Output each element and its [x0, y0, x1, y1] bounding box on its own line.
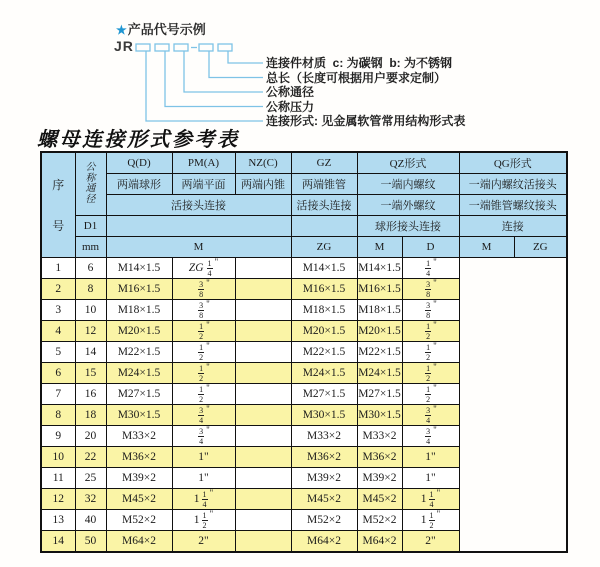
zg-prefix: ZG — [188, 261, 204, 274]
fraction: $\frac{1}{2}$ — [199, 342, 204, 362]
cell-seq: 1 — [41, 258, 75, 279]
inch-mark: " — [206, 299, 210, 309]
cell-seq: 12 — [41, 489, 75, 510]
header-col-qz: QZ形式 — [357, 152, 459, 174]
cell-qg-zg — [402, 321, 459, 342]
cell-qg-zg — [402, 405, 459, 426]
code-box — [199, 44, 213, 51]
cell-mm: 32 — [75, 489, 106, 510]
code-label: 公称通径 — [266, 85, 315, 99]
cell-qz-m — [235, 321, 291, 342]
cell-zg-gz — [172, 279, 235, 300]
cell-mm: 50 — [75, 531, 106, 553]
cell-seq: 7 — [41, 384, 75, 405]
table-row — [41, 447, 567, 468]
cell-qg-m: M30×1.5 — [357, 405, 402, 426]
header-row-5 — [41, 237, 567, 258]
cell-qz-d: M20×1.5 — [291, 321, 357, 342]
fraction: $\frac{3}{8}$ — [199, 279, 204, 299]
inch-mark: " — [436, 509, 441, 519]
inch-mark: " — [206, 425, 210, 435]
header-qz-sub1: 一端内螺纹 — [357, 174, 459, 195]
header-col-gz: GZ — [291, 152, 357, 174]
header-qg-zg: ZG — [514, 237, 567, 258]
cell-qg-zg — [402, 426, 459, 447]
cell-qg-m: M39×2 — [357, 468, 402, 489]
table-row — [41, 300, 567, 321]
whole-number: 1 — [420, 492, 427, 505]
cell-qg-m: M27×1.5 — [357, 384, 402, 405]
inch-mark: " — [209, 509, 214, 519]
inch-mark: " — [436, 488, 441, 498]
inch-mark: " — [433, 320, 437, 330]
cell-zg-gz: 1" — [172, 447, 235, 468]
code-label: 总长（长度可根据用户要求定制） — [266, 70, 447, 85]
reference-table — [40, 151, 568, 553]
header-row-3 — [41, 195, 567, 216]
fraction: $\frac{1}{4}$ — [207, 258, 212, 278]
cell-qz-m — [235, 510, 291, 531]
table-row — [41, 426, 567, 447]
cell-zg-gz — [172, 342, 235, 363]
connector-line — [165, 51, 263, 107]
header-qg-sub1: 一端内螺纹活接头 — [459, 174, 567, 195]
table-row — [41, 510, 567, 531]
fraction: $\frac{1}{2}$ — [199, 384, 204, 404]
cell-qz-d: M18×1.5 — [291, 300, 357, 321]
header-col-qg: QG形式 — [459, 152, 567, 174]
header-m-union: M — [106, 237, 291, 258]
header-zg-gz: ZG — [291, 237, 357, 258]
cell-seq: 8 — [41, 405, 75, 426]
cell-qg-zg — [402, 258, 459, 279]
cell-zg-gz — [172, 300, 235, 321]
cell-qg-zg — [402, 384, 459, 405]
cell-m-union: M18×1.5 — [106, 300, 172, 321]
diameter-char: 径 — [85, 193, 96, 205]
cell-qg-zg — [402, 510, 459, 531]
cell-m-union: M22×1.5 — [106, 342, 172, 363]
cell-m-union: M33×2 — [106, 426, 172, 447]
code-prefix: JR — [114, 38, 134, 54]
header-empty — [291, 216, 357, 237]
cell-seq: 13 — [41, 510, 75, 531]
inch-mark: " — [433, 404, 437, 414]
cell-mm: 18 — [75, 405, 106, 426]
cell-qg-m: M64×2 — [357, 531, 402, 553]
table-row — [41, 363, 567, 384]
code-label: 连接形式: 见金属软管常用结构形式表 — [266, 114, 466, 128]
cell-mm: 20 — [75, 426, 106, 447]
cell-m-union: M24×1.5 — [106, 363, 172, 384]
fraction: $\frac{1}{2}$ — [426, 384, 431, 404]
header-pm-sub: 两端平面 — [172, 174, 235, 195]
cell-zg-gz — [172, 363, 235, 384]
fraction: $\frac{1}{2}$ — [429, 510, 434, 530]
cell-seq: 14 — [41, 531, 75, 553]
cell-qz-d: M24×1.5 — [291, 363, 357, 384]
cell-qz-d: M64×2 — [291, 531, 357, 553]
table-row — [41, 342, 567, 363]
cell-seq: 11 — [41, 468, 75, 489]
table-row — [41, 321, 567, 342]
table-row — [41, 384, 567, 405]
fraction: $\frac{3}{4}$ — [199, 405, 204, 425]
star-icon: ★ — [116, 23, 127, 37]
fraction: $\frac{3}{8}$ — [426, 300, 431, 320]
cell-mm: 25 — [75, 468, 106, 489]
cell-qz-m — [235, 531, 291, 553]
header-diameter — [75, 152, 106, 216]
inch-mark: " — [206, 341, 210, 351]
header-qz-conn: 球形接头连接 — [357, 216, 459, 237]
header-d1: D1 — [75, 216, 106, 237]
fraction: $\frac{3}{4}$ — [426, 426, 431, 446]
diameter-char: 通 — [85, 183, 96, 194]
header-mm: mm — [75, 237, 106, 258]
fraction: $\frac{1}{2}$ — [202, 510, 207, 530]
cell-qz-d: M22×1.5 — [291, 342, 357, 363]
table-row — [41, 279, 567, 300]
header-row-2 — [41, 174, 567, 195]
cell-seq: 10 — [41, 447, 75, 468]
cell-seq: 4 — [41, 321, 75, 342]
cell-mm: 12 — [75, 321, 106, 342]
fraction: $\frac{1}{2}$ — [426, 363, 431, 383]
header-union-conn: 活接头连接 — [106, 195, 291, 216]
inch-mark: " — [433, 278, 437, 288]
diameter-char: 公 — [85, 162, 96, 173]
cell-qg-m: M24×1.5 — [357, 363, 402, 384]
cell-zg-gz — [172, 426, 235, 447]
inch-mark: " — [433, 257, 437, 267]
whole-number: 1 — [193, 492, 200, 505]
fraction: $\frac{3}{4}$ — [199, 426, 204, 446]
cell-qz-d: M16×1.5 — [291, 279, 357, 300]
fraction: $\frac{1}{4}$ — [202, 489, 207, 509]
cell-mm: 22 — [75, 447, 106, 468]
cell-m-union: M52×2 — [106, 510, 172, 531]
header-nz-sub: 两端内锥 — [235, 174, 291, 195]
connector-line — [228, 51, 263, 63]
header-qz-m: M — [357, 237, 402, 258]
code-label: 公称压力 — [266, 99, 315, 114]
cell-qz-m — [235, 384, 291, 405]
cell-mm: 8 — [75, 279, 106, 300]
header-qg-sub2: 一端锥管螺纹接头 — [459, 195, 567, 216]
product-code-heading — [116, 19, 206, 38]
cell-mm: 6 — [75, 258, 106, 279]
whole-number: 1 — [193, 513, 200, 526]
cell-qg-m: M18×1.5 — [357, 300, 402, 321]
inch-mark: " — [206, 383, 210, 393]
cell-qg-zg — [402, 300, 459, 321]
cell-seq: 6 — [41, 363, 75, 384]
header-gz-sub: 两端锥管 — [291, 174, 357, 195]
fraction: $\frac{1}{4}$ — [426, 258, 431, 278]
cell-qg-zg: 1" — [402, 468, 459, 489]
cell-qg-m: M20×1.5 — [357, 321, 402, 342]
cell-mm: 10 — [75, 300, 106, 321]
diameter-char: 称 — [85, 172, 96, 184]
cell-seq: 5 — [41, 342, 75, 363]
cell-qz-m — [235, 468, 291, 489]
header-qg-m: M — [459, 237, 514, 258]
whole-number: 1 — [420, 513, 427, 526]
cell-qg-m: M33×2 — [357, 426, 402, 447]
cell-m-union: M16×1.5 — [106, 279, 172, 300]
code-box — [155, 44, 169, 51]
header-qz-sub2: 一端外螺纹 — [357, 195, 459, 216]
inch-mark: " — [433, 341, 437, 351]
cell-zg-gz — [172, 258, 235, 279]
connector-line — [184, 51, 263, 92]
cell-qz-d: M14×1.5 — [291, 258, 357, 279]
inch-mark: " — [206, 278, 210, 288]
inch-mark: " — [433, 425, 437, 435]
inch-mark: " — [206, 362, 210, 372]
cell-qz-m — [235, 447, 291, 468]
cell-qz-d: M39×2 — [291, 468, 357, 489]
cell-qz-d: M30×1.5 — [291, 405, 357, 426]
cell-qg-m: M36×2 — [357, 447, 402, 468]
cell-qg-m: M22×1.5 — [357, 342, 402, 363]
cell-qz-m — [235, 279, 291, 300]
cell-seq: 9 — [41, 426, 75, 447]
cell-m-union: M36×2 — [106, 447, 172, 468]
cell-zg-gz — [172, 510, 235, 531]
header-gz-conn: 活接头连接 — [291, 195, 357, 216]
cell-zg-gz: 2" — [172, 531, 235, 553]
cell-m-union: M27×1.5 — [106, 384, 172, 405]
cell-m-union: M64×2 — [106, 531, 172, 553]
header-row-4 — [41, 216, 567, 237]
table-title: 螺母连接形式参考表 — [37, 129, 240, 151]
header-col-nz: NZ(C) — [235, 152, 291, 174]
fraction: $\frac{1}{2}$ — [426, 321, 431, 341]
seq-label: 序 号 — [52, 178, 65, 233]
inch-mark: " — [433, 362, 437, 372]
table-row — [41, 531, 567, 553]
fraction: $\frac{1}{4}$ — [429, 489, 434, 509]
table-row — [41, 258, 567, 279]
header-col-q: Q(D) — [106, 152, 172, 174]
cell-qg-m: M52×2 — [357, 510, 402, 531]
cell-qg-m: M14×1.5 — [357, 258, 402, 279]
cell-qg-zg: 1" — [402, 447, 459, 468]
fraction: $\frac{3}{8}$ — [426, 279, 431, 299]
cell-qg-zg — [402, 489, 459, 510]
header-seq — [41, 152, 75, 258]
cell-qz-d: M52×2 — [291, 510, 357, 531]
cell-mm: 14 — [75, 342, 106, 363]
cell-qz-m — [235, 489, 291, 510]
cell-qg-zg: 2" — [402, 531, 459, 553]
cell-m-union: M30×1.5 — [106, 405, 172, 426]
code-box — [136, 44, 150, 51]
cell-qz-m — [235, 363, 291, 384]
cell-m-union: M39×2 — [106, 468, 172, 489]
cell-m-union: M20×1.5 — [106, 321, 172, 342]
header-col-pm: PM(A) — [172, 152, 235, 174]
cell-zg-gz — [172, 489, 235, 510]
table-row — [41, 489, 567, 510]
cell-qz-d: M33×2 — [291, 426, 357, 447]
inch-mark: " — [433, 299, 437, 309]
cell-zg-gz — [172, 384, 235, 405]
fraction: $\frac{1}{2}$ — [426, 342, 431, 362]
header-q-sub: 两端球形 — [106, 174, 172, 195]
cell-qg-zg — [402, 363, 459, 384]
fraction: $\frac{1}{2}$ — [199, 321, 204, 341]
cell-seq: 3 — [41, 300, 75, 321]
cell-m-union: M14×1.5 — [106, 258, 172, 279]
cell-zg-gz — [172, 405, 235, 426]
code-label: 连接件材质 c: 为碳钢 b: 为不锈钢 — [266, 56, 453, 70]
cell-zg-gz: 1" — [172, 468, 235, 489]
cell-mm: 16 — [75, 384, 106, 405]
inch-mark: " — [433, 383, 437, 393]
cell-qz-d: M36×2 — [291, 447, 357, 468]
fraction: $\frac{3}{4}$ — [426, 405, 431, 425]
fraction: $\frac{3}{8}$ — [199, 300, 204, 320]
cell-mm: 40 — [75, 510, 106, 531]
cell-seq: 2 — [41, 279, 75, 300]
cell-qz-d: M27×1.5 — [291, 384, 357, 405]
product-code-heading-text: 产品代号示例 — [127, 22, 206, 37]
inch-mark: " — [206, 320, 210, 330]
header-row-1 — [41, 152, 567, 174]
cell-qz-d: M45×2 — [291, 489, 357, 510]
cell-qz-m — [235, 342, 291, 363]
cell-qz-m — [235, 405, 291, 426]
cell-mm: 15 — [75, 363, 106, 384]
fraction: $\frac{1}{2}$ — [199, 363, 204, 383]
header-empty — [106, 216, 291, 237]
header-qz-d: D — [402, 237, 459, 258]
inch-mark: " — [206, 404, 210, 414]
table-row — [41, 405, 567, 426]
code-box — [174, 44, 188, 51]
cell-zg-gz — [172, 321, 235, 342]
cell-m-union: M45×2 — [106, 489, 172, 510]
connector-line — [209, 51, 263, 78]
table-row — [41, 468, 567, 489]
inch-mark: " — [214, 257, 219, 267]
cell-qg-zg — [402, 279, 459, 300]
cell-qz-m — [235, 258, 291, 279]
cell-qg-m: M16×1.5 — [357, 279, 402, 300]
code-box — [218, 44, 232, 51]
cell-qz-m — [235, 426, 291, 447]
inch-mark: " — [209, 488, 214, 498]
header-qg-conn: 连接 — [459, 216, 567, 237]
connector-line — [146, 51, 263, 121]
cell-qz-m — [235, 300, 291, 321]
cell-qg-zg — [402, 342, 459, 363]
cell-qg-m: M45×2 — [357, 489, 402, 510]
